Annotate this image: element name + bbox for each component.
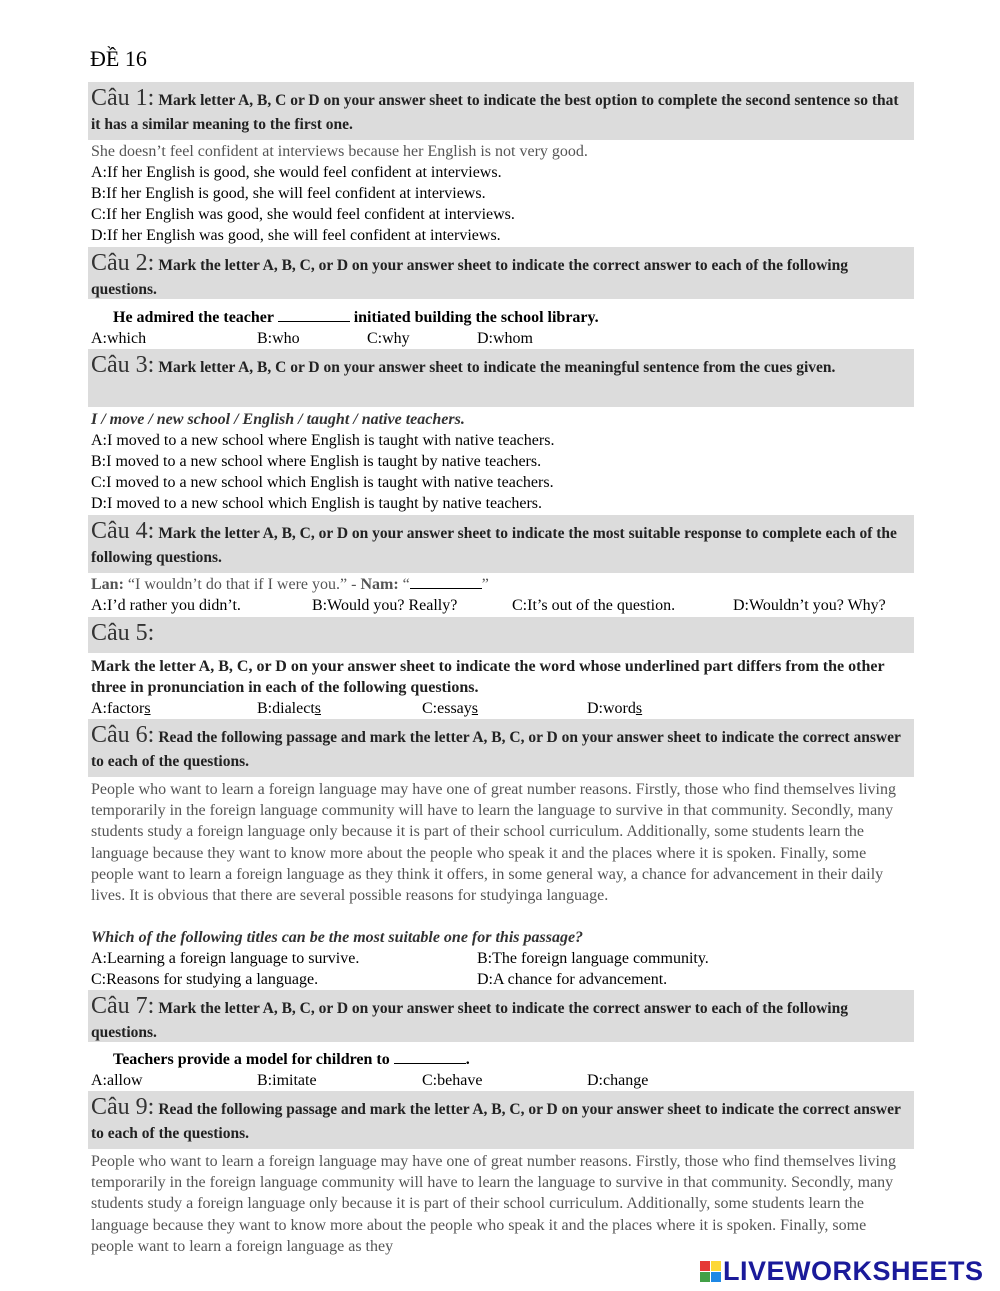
question-number: Câu 7: (91, 993, 155, 1019)
question-cues: I / move / new school / English / taught / native teachers. (91, 411, 465, 428)
question-number: Câu 3: (91, 352, 155, 378)
option-c[interactable]: C:why (367, 330, 410, 347)
liveworksheets-logo (700, 1256, 984, 1287)
option-c[interactable]: C:It’s out of the question. (512, 597, 676, 614)
question-stem: Teachers provide a model for children to . (113, 1051, 470, 1068)
logo-text: LIVEWORKSHEETS (723, 1256, 984, 1286)
question-instruction: Mark the letter A, B, C, or D on your answer sheet to indicate the word whose underlined part differs from the other three in pronunciation in each of the following questions. (91, 658, 885, 697)
question-3-header (88, 349, 914, 407)
option-c[interactable]: C:behave (422, 1072, 483, 1089)
page-title: ĐỀ 16 (90, 46, 147, 71)
reading-passage: People who want to learn a foreign language may have one of great number reasons. Firstly, those who find themselves living temporarily in the foreign language community will have to learn the language to survive in that community. Secondly, many students study a foreign language only because it is part of their school curriculum. Additionally, some students learn the language because they want to know more about the people who speak it and the places where it is spoken. Finally, some people want to learn a foreign language as they think it offers, in some general way, a chance for advancement in their daily lives. It is obvious that there are several possible reasons for studyinga language. (91, 781, 896, 905)
speaker-lan: Lan: (91, 576, 124, 593)
question-9-header (88, 1091, 914, 1149)
answer-blank[interactable] (278, 307, 350, 322)
option-a[interactable]: A:Learning a foreign language to survive. (91, 950, 360, 967)
answer-blank[interactable] (410, 574, 482, 589)
question-4-header (88, 515, 914, 573)
question-number: Câu 9: (91, 1094, 155, 1120)
option-b[interactable]: B:Would you? Really? (312, 597, 458, 614)
option-d[interactable]: D:whom (477, 330, 533, 347)
option-d[interactable]: D:words (587, 700, 643, 717)
question-5-header (88, 617, 914, 653)
option-d[interactable]: D:If her English was good, she will feel confident at interviews. (91, 227, 501, 244)
option-b[interactable]: B:dialects (257, 700, 321, 717)
question-2-header (88, 247, 914, 299)
option-c[interactable]: C:essays (422, 700, 479, 717)
question-number: Câu 1: (91, 85, 155, 111)
option-a[interactable]: A:allow (91, 1072, 143, 1089)
option-d[interactable]: D:I moved to a new school which English is taught by native teachers. (91, 495, 543, 512)
answer-blank[interactable] (394, 1049, 466, 1064)
question-number: Câu 4: (91, 518, 155, 544)
question-instruction: Mark letter A, B, C or D on your answer sheet to indicate the meaningful sentence from the cues given. (158, 359, 836, 376)
option-d[interactable]: D:Wouldn’t you? Why? (733, 597, 886, 614)
question-text: Which of the following titles can be the most suitable one for this passage? (91, 929, 584, 946)
question-instruction: Mark the letter A, B, C, or D on your answer sheet to indicate the most suitable response to complete each of the following questions. (91, 525, 897, 566)
logo-icon (700, 1261, 721, 1282)
option-a[interactable]: A:factors (91, 700, 151, 717)
option-a[interactable]: A:If her English is good, she would feel confident at interviews. (91, 164, 502, 181)
question-instruction: Mark the letter A, B, C, or D on your answer sheet to indicate the correct answer to each of the following questions. (91, 257, 848, 298)
question-number: Câu 5: (91, 620, 155, 646)
option-d[interactable]: D:A chance for advancement. (477, 971, 668, 988)
question-instruction: Mark letter A, B, C or D on your answer sheet to indicate the best option to complete the second sentence so that it has a similar meaning to the first one. (91, 92, 899, 133)
question-instruction: Read the following passage and mark the letter A, B, C, or D on your answer sheet to indicate the correct answer to each of the questions. (91, 1101, 901, 1142)
option-b[interactable]: B:If her English is good, she will feel confident at interviews. (91, 185, 486, 202)
option-a[interactable]: A:I’d rather you didn’t. (91, 597, 241, 614)
question-6-header (88, 719, 914, 777)
question-instruction: Read the following passage and mark the letter A, B, C, or D on your answer sheet to indicate the correct answer to each of the questions. (91, 729, 901, 770)
option-b[interactable]: B:I moved to a new school where English is taught by native teachers. (91, 453, 542, 470)
question-stem: She doesn’t feel confident at interviews because her English is not very good. (91, 143, 588, 160)
option-c[interactable]: C:Reasons for studying a language. (91, 971, 319, 988)
option-d[interactable]: D:change (587, 1072, 649, 1089)
question-7-header (88, 990, 914, 1042)
question-stem: He admired the teacher initiated building the school library. (113, 309, 599, 326)
option-c[interactable]: C:If her English was good, she would feel confident at interviews. (91, 206, 515, 223)
option-a[interactable]: A:I moved to a new school where English is taught with native teachers. (91, 432, 555, 449)
option-b[interactable]: B:who (257, 330, 300, 347)
option-c[interactable]: C:I moved to a new school which English is taught with native teachers. (91, 474, 554, 491)
option-a[interactable]: A:which (91, 330, 147, 347)
speaker-nam: Nam: (360, 576, 399, 593)
question-1-header (88, 82, 914, 140)
reading-passage: People who want to learn a foreign language may have one of great number reasons. Firstly, those who find themselves living temporarily in the foreign language community will have to learn the language to survive in that community. Secondly, many students study a foreign language only because it is part of their school curriculum. Additionally, some students learn the language because they want to know more about the people who speak it and the places where it is spoken. Finally, some people want to learn a foreign language as they (91, 1153, 896, 1255)
question-number: Câu 6: (91, 722, 155, 748)
question-number: Câu 2: (91, 250, 155, 276)
question-instruction: Mark the letter A, B, C, or D on your answer sheet to indicate the correct answer to each of the following questions. (91, 1000, 848, 1041)
option-b[interactable]: B:imitate (257, 1072, 317, 1089)
option-b[interactable]: B:The foreign language community. (477, 950, 709, 967)
dialogue-line: Lan: “I wouldn’t do that if I were you.” - Nam: “ ” (91, 576, 489, 593)
